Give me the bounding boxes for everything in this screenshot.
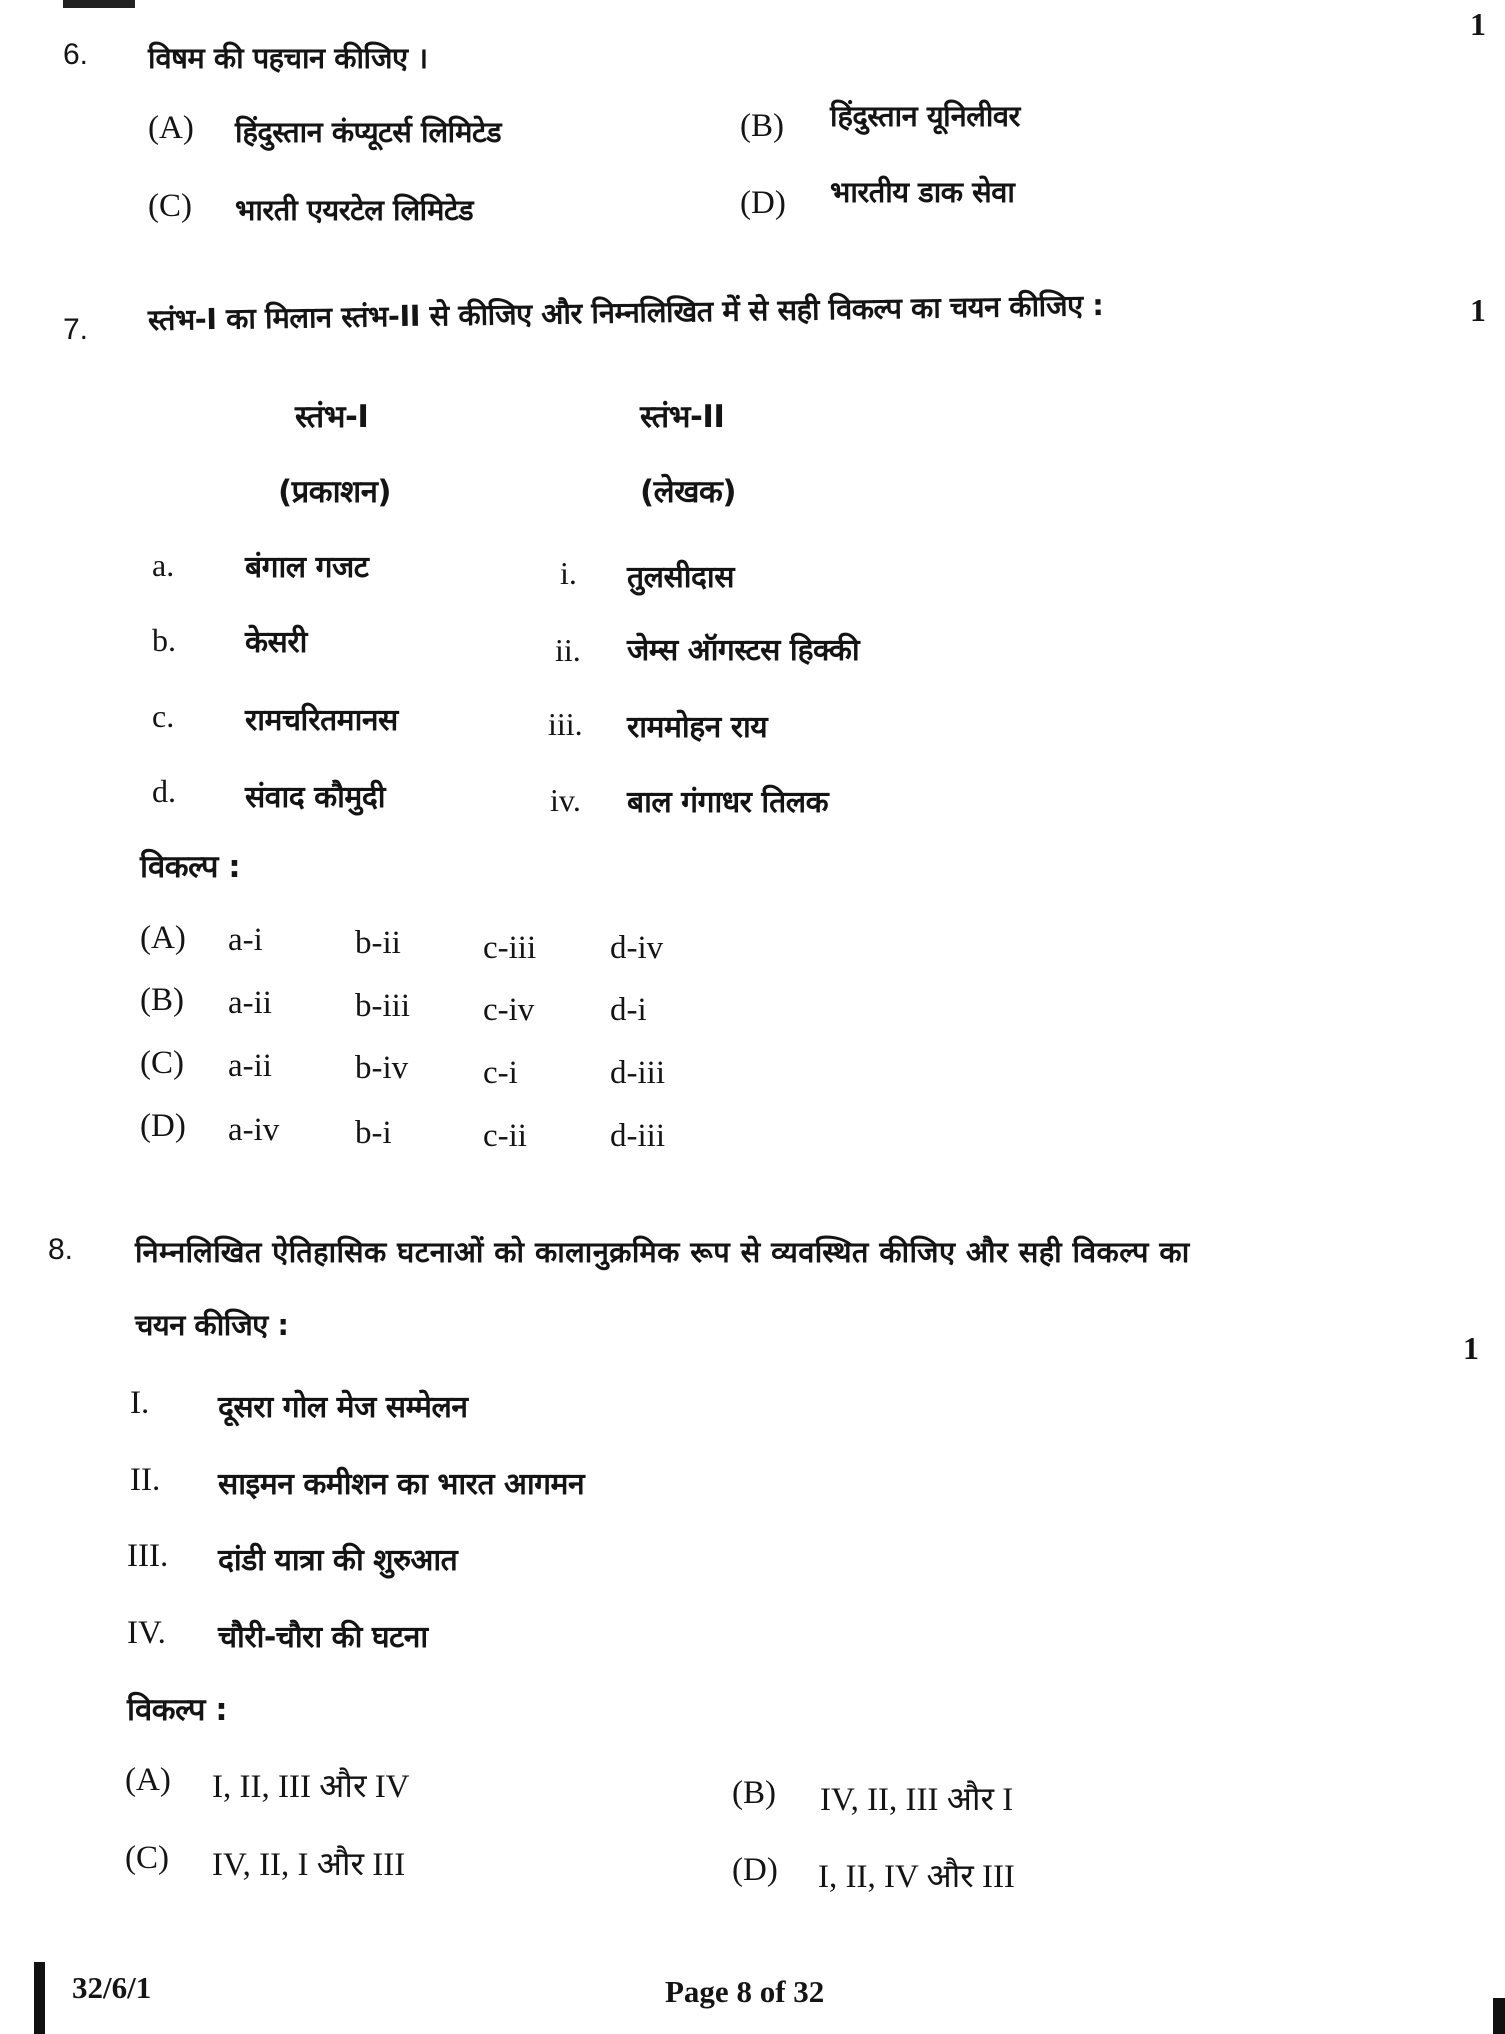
option-label: (D): [140, 1108, 186, 1144]
option-text: भारतीय डाक सेवा: [830, 175, 1015, 209]
page-number: Page 8 of 32: [665, 1974, 825, 2009]
pair: c-iv: [483, 992, 535, 1028]
option-label: (D): [740, 185, 786, 221]
event-key: IV.: [127, 1615, 166, 1651]
question-stem-line-1: निम्नलिखित ऐतिहासिक घटनाओं को कालानुक्रमिक रूप से व्यवस्थित कीजिए और सही विकल्प का: [135, 1235, 1190, 1269]
scan-header-mark: [63, 0, 135, 8]
column-1-item: रामचरितमानस: [245, 703, 398, 738]
pair: b-ii: [355, 925, 401, 961]
question-marks: 1: [1463, 1330, 1479, 1366]
column-1-item: संवाद कौमुदी: [245, 780, 386, 815]
column-2-item: तुलसीदास: [627, 560, 734, 595]
options-heading: विकल्प :: [140, 849, 241, 885]
column-1-key: a.: [152, 547, 175, 583]
event-text: चौरी-चौरा की घटना: [218, 1620, 428, 1655]
option-text: I, II, IV और III: [818, 1859, 1015, 1895]
pair: d-iii: [610, 1118, 665, 1154]
question-stem: स्तंभ-I का मिलान स्तंभ-II से कीजिए और निम्नलिखित में से सही विकल्प का चयन कीजिए :: [147, 287, 1104, 337]
option-text: IV, II, III और I: [820, 1782, 1014, 1818]
question-number: 8.: [48, 1233, 74, 1266]
option-text: हिंदुस्तान कंप्यूटर्स लिमिटेड: [235, 115, 502, 149]
question-number: 7.: [63, 313, 89, 346]
event-text: साइमन कमीशन का भारत आगमन: [218, 1467, 585, 1502]
pair: a-ii: [228, 1048, 272, 1084]
option-text: IV, II, I और III: [212, 1847, 406, 1883]
column-1-item: केसरी: [245, 625, 307, 660]
event-text: दांडी यात्रा की शुरुआत: [218, 1543, 458, 1578]
pair: a-i: [228, 922, 263, 958]
options-heading: विकल्प :: [127, 1692, 228, 1728]
option-label: (C): [148, 188, 192, 224]
column-2-title: स्तंभ-II: [640, 399, 725, 435]
option-text: I, II, III और IV: [212, 1769, 410, 1805]
pair: b-iii: [355, 988, 410, 1024]
column-1-key: d.: [152, 773, 176, 809]
option-text: भारती एयरटेल लिमिटेड: [235, 193, 474, 227]
question-marks: 1: [1470, 6, 1486, 42]
option-label: (C): [125, 1840, 169, 1876]
column-2-key: i.: [560, 555, 577, 591]
pair: a-iv: [228, 1112, 280, 1148]
option-label: (C): [140, 1045, 184, 1081]
pair: d-iii: [610, 1055, 665, 1091]
option-label: (B): [732, 1775, 776, 1811]
pair: b-i: [355, 1115, 392, 1151]
pair: c-iii: [483, 930, 537, 966]
pair: c-ii: [483, 1118, 527, 1154]
event-key: I.: [130, 1385, 150, 1421]
question-stem-line-2: चयन कीजिए :: [135, 1308, 289, 1342]
column-2-item: बाल गंगाधर तिलक: [627, 785, 829, 820]
column-2-key: iii.: [548, 706, 583, 742]
pair: b-iv: [355, 1050, 409, 1086]
event-text: दूसरा गोल मेज सम्मेलन: [218, 1390, 468, 1425]
option-label: (A): [148, 110, 194, 146]
paper-code: 32/6/1: [72, 1970, 152, 2005]
column-2-item: राममोहन राय: [627, 710, 768, 745]
pair: d-iv: [610, 930, 664, 966]
column-1-item: बंगाल गजट: [245, 550, 369, 585]
question-stem: विषम की पहचान कीजिए ।: [148, 41, 428, 75]
column-1-key: c.: [152, 698, 175, 734]
column-2-key: ii.: [555, 632, 581, 668]
option-label: (B): [740, 108, 784, 144]
column-1-subtitle: (प्रकाशन): [278, 474, 392, 510]
event-key: III.: [127, 1538, 169, 1574]
pair: a-ii: [228, 985, 272, 1021]
question-marks: 1: [1470, 292, 1486, 328]
scan-margin-bar-right: [1493, 1998, 1505, 2034]
pair: d-i: [610, 992, 647, 1028]
event-key: II.: [130, 1462, 161, 1498]
option-text: हिंदुस्तान यूनिलीवर: [830, 99, 1020, 133]
column-1-key: b.: [152, 622, 176, 658]
question-number: 6.: [63, 38, 89, 71]
column-2-subtitle: (लेखक): [640, 474, 737, 510]
column-1-title: स्तंभ-I: [295, 399, 369, 435]
option-label: (D): [732, 1852, 778, 1888]
option-label: (A): [125, 1762, 171, 1798]
option-label: (A): [140, 920, 186, 956]
column-2-item: जेम्स ऑगस्टस हिक्की: [627, 633, 860, 668]
option-label: (B): [140, 982, 184, 1018]
scan-margin-bar-left: [34, 1962, 45, 2034]
column-2-key: iv.: [550, 782, 581, 818]
pair: c-i: [483, 1055, 518, 1091]
